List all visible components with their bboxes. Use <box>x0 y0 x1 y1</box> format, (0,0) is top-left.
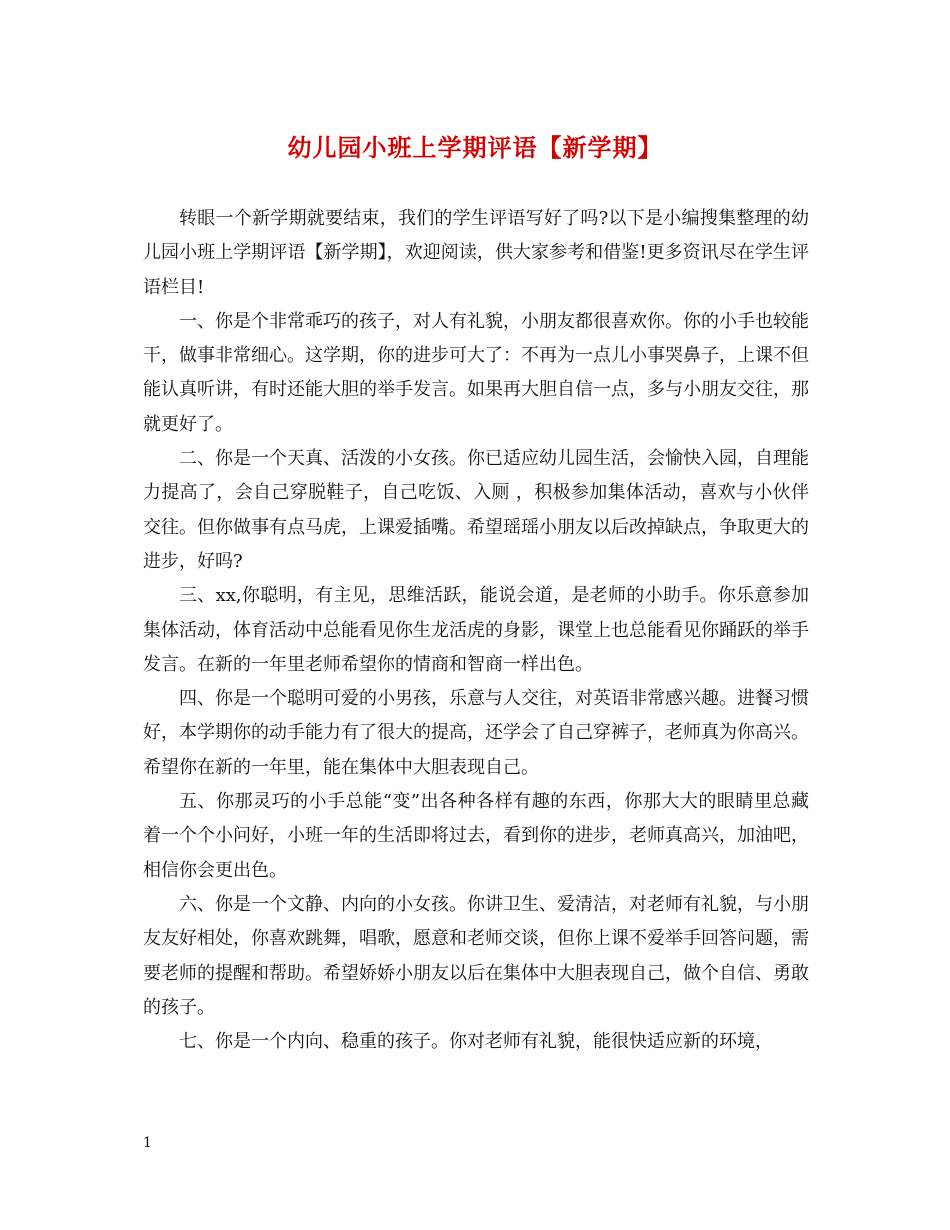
comment-paragraph-2: 二、你是一个天真、活泼的小女孩。你已适应幼儿园生活，会愉快入园，自理能力提高了，会自己穿脱鞋子，自己吃饭、入厕 ，积极参加集体活动，喜欢与小伙伴交往。但你做事有点马虎，上课爱插嘴。希望瑶瑶小朋友以后改掉缺点，争取更大的进步，好吗? <box>143 448 809 572</box>
document-body <box>143 202 809 1059</box>
page-number: 1 <box>143 1135 152 1151</box>
comment-paragraph-3: 三、xx,你聪明，有主见，思维活跃，能说会道，是老师的小助手。你乐意参加集体活动，体育活动中总能看见你生龙活虎的身影，课堂上也总能看见你踊跃的举手发言。在新的一年里老师希望你的情商和智商一样出色。 <box>143 585 809 675</box>
comment-paragraph-1: 一、你是个非常乖巧的孩子，对人有礼貌，小朋友都很喜欢你。你的小手也较能干，做事非常细心。这学期，你的进步可大了：不再为一点儿小事哭鼻子，上课不但能认真听讲，有时还能大胆的举手发言。如果再大胆自信一点，多与小朋友交往，那就更好了。 <box>143 310 809 435</box>
document-title: 幼儿园小班上学期评语【新学期】 <box>287 133 663 162</box>
comment-paragraph-7: 七、你是一个内向、稳重的孩子。你对老师有礼貌，能很快适应新的环境， <box>179 1031 773 1053</box>
comment-paragraph-6: 六、你是一个文静、内向的小女孩。你讲卫生、爱清洁，对老师有礼貌，与小朋友友好相处，你喜欢跳舞，唱歌，愿意和老师交谈，但你上课不爱举手回答问题，需要老师的提醒和帮助。希望娇娇小朋友以后在集体中大胆表现自己，做个自信、勇敢的孩子。 <box>143 893 809 1018</box>
intro-paragraph: 转眼一个新学期就要结束，我们的学生评语写好了吗?以下是小编搜集整理的幼儿园小班上学期评语【新学期】，欢迎阅读，供大家参考和借鉴!更多资讯尽在学生评语栏目! <box>143 208 809 298</box>
comment-paragraph-5: 五、你那灵巧的小手总能“变”出各种各样有趣的东西，你那大大的眼睛里总藏着一个个小问好，小班一年的生活即将过去，看到你的进步，老师真高兴，加油吧，相信你会更出色。 <box>143 791 809 881</box>
comment-paragraph-4: 四、你是一个聪明可爱的小男孩，乐意与人交往，对英语非常感兴趣。进餐习惯好，本学期你的动手能力有了很大的提高，还学会了自己穿裤子，老师真为你高兴。希望你在新的一年里，能在集体中大胆表现自己。 <box>143 688 809 778</box>
